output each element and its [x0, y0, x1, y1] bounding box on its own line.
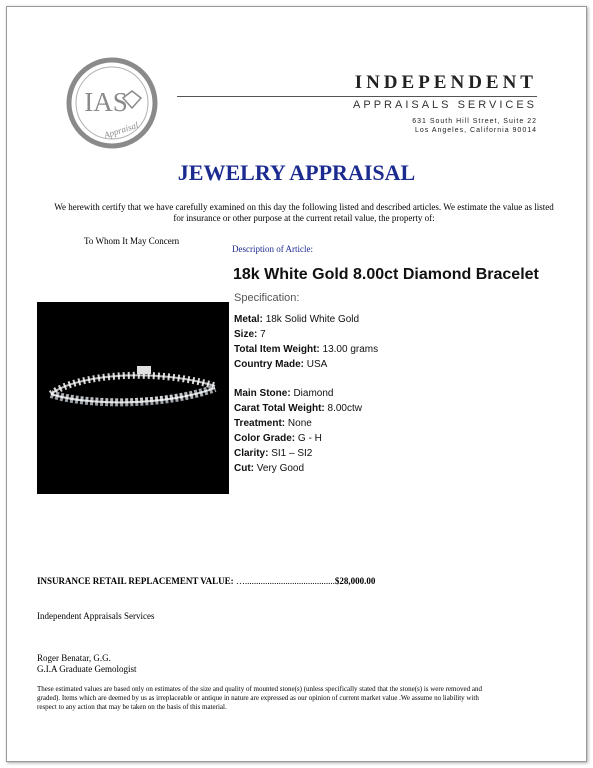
company-name: INDEPENDENT [354, 72, 537, 93]
company-subtitle: APPRAISALS SERVICES [353, 99, 537, 111]
company-address-line2: Los Angeles, California 90014 [414, 127, 537, 134]
appraiser-block [37, 653, 136, 675]
bracelet-image [37, 302, 229, 494]
logo-mark: IAS [84, 87, 128, 117]
spec-country: Country Made: USA [234, 359, 328, 370]
appraiser-name: Roger Benatar, G.G. [37, 653, 111, 663]
company-logo [66, 57, 158, 149]
item-title: 18k White Gold 8.00ct Diamond Bracelet [233, 266, 539, 283]
spec-main-stone: Main Stone: Diamond [234, 388, 334, 399]
recipient: To Whom It May Concern [84, 236, 180, 246]
logo-badge [66, 57, 158, 149]
replacement-value [37, 576, 375, 586]
spec-treatment: Treatment: None [234, 418, 312, 429]
spec-clarity: Clarity: SI1 – SI2 [234, 448, 313, 459]
footer-company: Independent Appraisals Services [37, 611, 155, 621]
disclaimer-text: These estimated values are based only on estimates of the size and quality of mounted stone(s) (unless specifically stated that the stone(s) is were removed and graded). Items which are deemed by us as irreplaceable or antique in nature are expressed as our opinion of current market value .We assume no liability with respect to any action that may be taken on the basis of this material. [37, 685, 482, 711]
logo-ring-text: Appraisal [102, 119, 140, 141]
specification-list [234, 312, 378, 476]
header-rule [177, 96, 537, 97]
certification-text: We herewith certify that we have carefully examined on this day the following listed and described articles. We estimate the value as listed for insurance or other purpose at the current retail value, the property of: [54, 202, 554, 223]
spec-cut: Cut: Very Good [234, 463, 305, 474]
spec-metal: Metal: 18k Solid White Gold [234, 314, 360, 325]
spec-size: Size: 7 [234, 329, 266, 340]
spec-carat-weight: Carat Total Weight: 8.00ctw [234, 403, 362, 414]
bracelet-photo [37, 302, 229, 494]
company-address-line1: 631 South Hill Street, Suite 22 [412, 118, 537, 125]
value-dots: …........................................ [235, 576, 335, 586]
specification-label: Specification: [234, 292, 300, 304]
value-amount: $28,000.00 [334, 576, 376, 586]
spec-total-weight: Total Item Weight: 13.00 grams [234, 344, 379, 355]
spec-color-grade: Color Grade: G - H [234, 433, 322, 444]
company-header [177, 72, 537, 134]
spec-spacer [234, 372, 378, 386]
document-title: JEWELRY APPRAISAL [177, 160, 416, 185]
description-label: Description of Article: [232, 244, 313, 254]
appraiser-title: G.I.A Graduate Gemologist [37, 664, 137, 674]
value-label: INSURANCE RETAIL REPLACEMENT VALUE: [37, 576, 234, 586]
